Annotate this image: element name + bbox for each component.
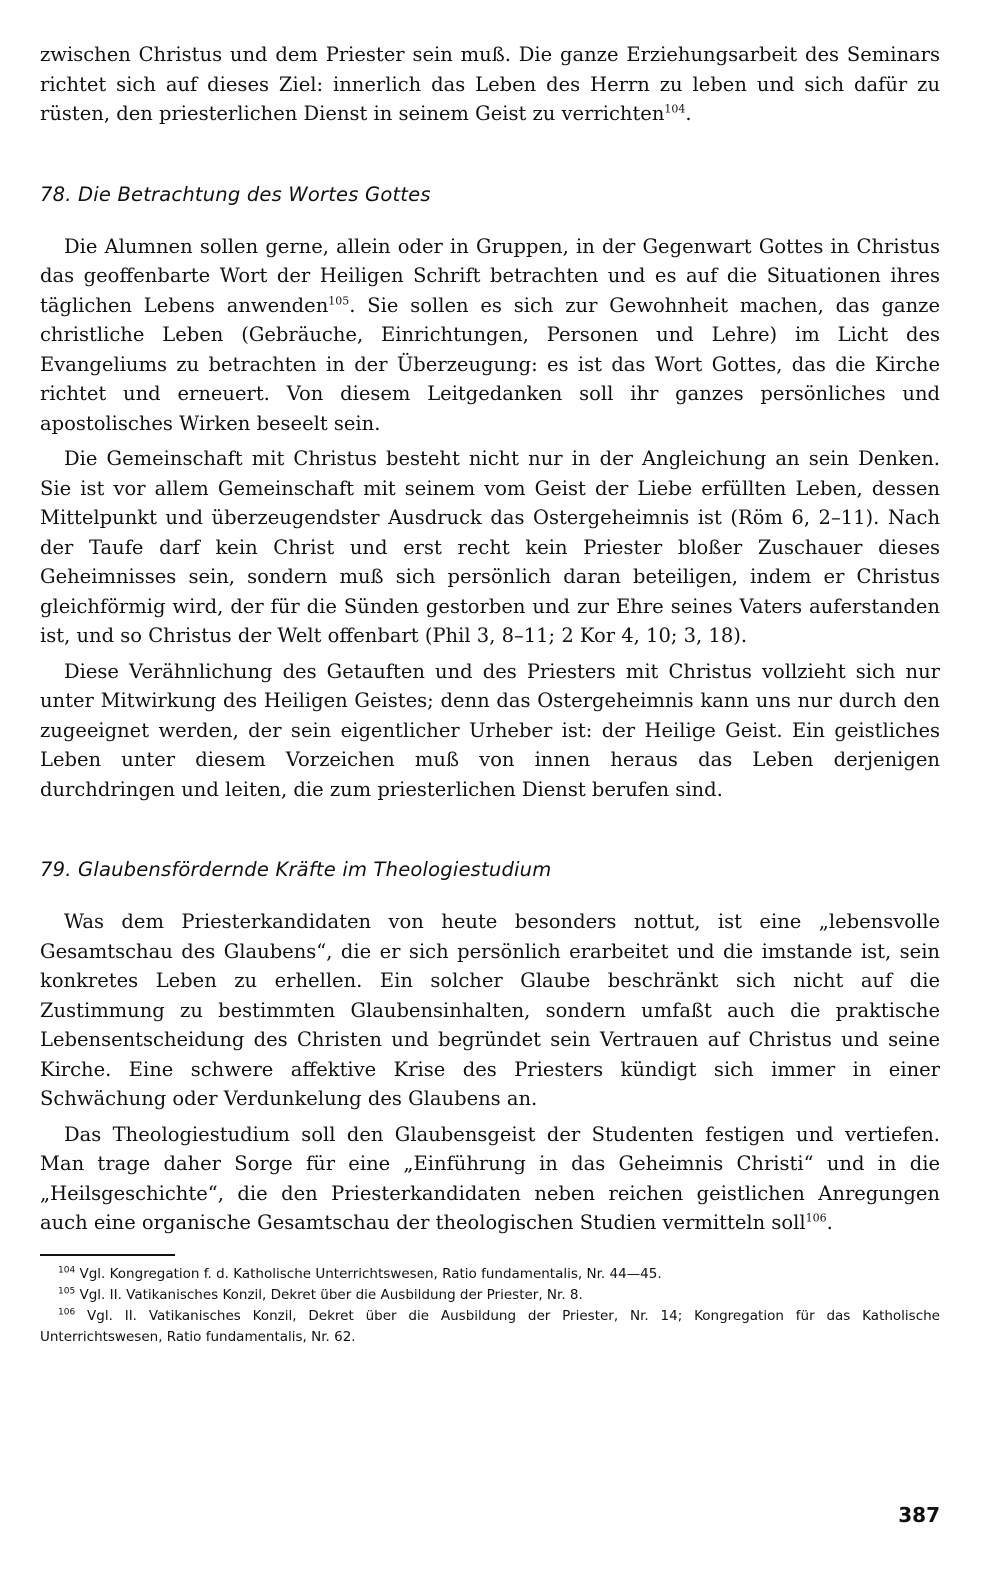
footnote-ref[interactable]: 105 [328,294,350,307]
footnote: $^{105}$ Vgl. II. Vatikanisches Konzil, Dekret über die Ausbildung der Priester, Nr. 8. [58,1286,583,1303]
paragraph: Das Theologiestudium soll den Glaubensgeist der Studenten festigen und vertiefen. Man trage daher Sorge für eine „Einführung in das Geheimnis Christi“ und in die „Heilsgeschichte“, die den Priesterkandidaten neben reichen geistlichen Anregungen auch eine organische Gesamtschau der theologischen Studien vermitteln soll$^{106}$. [40,1122,940,1234]
footnote: $^{106}$ Vgl. II. Vatikanisches Konzil, Dekret über die Ausbildung der Priester, Nr. 14; Kongregation für das Katholische Unterrichtswesen, Ratio fundamentalis, Nr. 62. [40,1307,940,1345]
page-number: 387 [898,1503,940,1527]
paragraph: Die Alumnen sollen gerne, allein oder in Gruppen, in der Gegenwart Gottes in Christus das geoffenbarte Wort der Heiligen Schrift betrachten und es auf die Situationen ihres täglichen Lebens anwenden$^{105}$. Sie sollen es sich zur Gewohnheit machen, das ganze christliche Leben (Gebräuche, Einrichtungen, Personen und Lehre) im Licht des Evangeliums zu betrachten in der Überzeugung: es ist das Wort Gottes, das die Kirche richtet und erneuert. Von diesem Leitgedanken soll ihr ganzes persönliches und apostolisches Wirken beseelt sein. [40,234,940,435]
footnotes [40,1264,940,1348]
section-heading-78: 78. Die Betrachtung des Wortes Gottes [40,182,431,206]
footnote-ref[interactable]: 104 [664,102,686,116]
footnote-number: 105 [58,1286,76,1296]
footnote-divider [40,1254,175,1256]
footnote-number: 104 [58,1265,76,1275]
paragraph: Diese Verähnlichung des Getauften und des Priesters mit Christus vollzieht sich nur unter Mitwirkung des Heiligen Geistes; denn das Ostergeheimnis kann uns nur durch den zugeeignet werden, der sein eigentlicher Urheber ist: der Heilige Geist. Ein geistliches Leben unter diesem Vorzeichen muß von innen heraus das Leben derjenigen durchdringen und leiten, die zum priesterlichen Dienst berufen sind. [40,659,940,801]
continuation-paragraph: zwischen Christus und dem Priester sein muß. Die ganze Erziehungsarbeit des Seminars richtet sich auf dieses Ziel: innerlich das Leben des Herrn zu leben und sich dafür zu rüsten, den priesterlichen Dienst in seinem Geist zu verrichten$^{104}$. [40,43,940,125]
footnote-number: 106 [58,1307,76,1317]
paragraph: Die Gemeinschaft mit Christus besteht nicht nur in der Angleichung an sein Denken. Sie ist vor allem Gemeinschaft mit seinem vom Geist der Liebe erfüllten Leben, dessen Mittelpunkt und überzeugendster Ausdruck das Ostergeheimnis ist (Röm 6, 2–11). Nach der Taufe darf kein Christ und erst recht kein Priester bloßer Zuschauer dieses Geheimnisses sein, sondern muß sich persönlich daran beteiligen, indem er Christus gleichförmig wird, der für die Sünden gestorben und zur Ehre seines Vaters auferstanden ist, und so Christus der Welt offenbart (Phil 3, 8–11; 2 Kor 4, 10; 3, 18). [40,447,940,647]
section-heading-79: 79. Glaubensfördernde Kräfte im Theologiestudium [40,858,552,881]
footnote-ref[interactable]: 106 [805,1211,827,1225]
paragraph: Was dem Priesterkandidaten von heute besonders nottut, ist eine „lebensvolle Gesamtschau des Glaubens“, die er sich persönlich erarbeitet und die imstande ist, sein konkretes Leben zu erhellen. Ein solcher Glaube beschränkt sich nicht auf die Zustimmung zu bestimmten Glaubensinhalten, sondern umfaßt auch die praktische Lebensentscheidung des Christen und begründet sein Vertrauen auf Christus und seine Kirche. Eine schwere affektive Krise des Priesters kündigt sich immer in einer Schwächung oder Verdunkelung des Glaubens an. [40,910,940,1110]
page-body [40,40,940,1348]
footnote: $^{104}$ Vgl. Kongregation f. d. Katholische Unterrichtswesen, Ratio fundamentalis, Nr. 44—45. [58,1265,662,1282]
